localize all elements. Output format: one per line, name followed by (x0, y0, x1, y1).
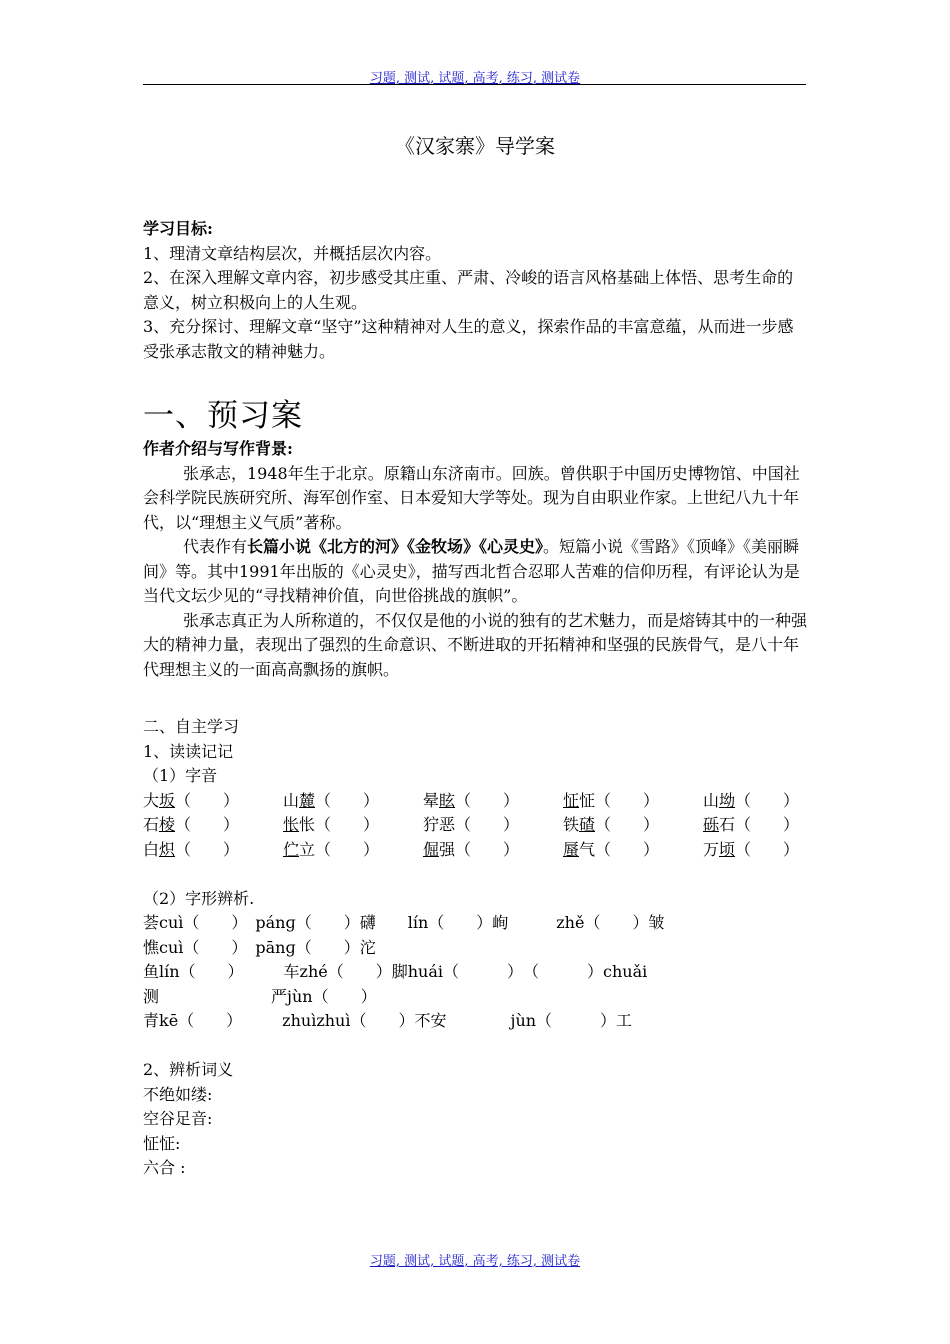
section-heading: 二、自主学习 (143, 717, 240, 736)
target-character: 坂 (159, 790, 176, 810)
answer-blank: （ ） (175, 790, 240, 810)
answer-blank: 石（ ） (719, 815, 800, 834)
target-character: 砾 (703, 815, 720, 834)
self-study-section (143, 715, 808, 1181)
word-part: 山 (703, 790, 720, 810)
works-highlight: 长篇小说《北方的河》《金牧场》《心灵史》 (247, 537, 544, 556)
word-part: 白 (143, 839, 160, 859)
answer-blank: （ ） (455, 815, 520, 834)
objective-item: 1、理清文章结构层次，并概括层次内容。 (143, 243, 442, 263)
subsection-heading: （2）字形辨析. (143, 888, 255, 908)
target-character: 倔 (423, 839, 440, 859)
answer-blank: （ ） (315, 790, 380, 810)
vocab-item: 不绝如缕: (143, 1084, 213, 1104)
pronunciation-item (283, 813, 423, 838)
pronunciation-item (563, 789, 703, 814)
preview-section (143, 397, 808, 682)
pronunciation-item (283, 789, 423, 814)
target-character: 顷 (719, 839, 736, 859)
author-paragraph: 张承志，1948年生于北京。原籍山东济南市。回族。曾供职于中国历史博物馆、中国社会科学院民族研究所、海军创作室、日本爱知大学等处。现为自由职业作家。上世纪八九十年代，以“理想主义气质”著称。 (143, 463, 800, 532)
pronunciation-item (283, 838, 423, 863)
pronunciation-item (563, 838, 703, 863)
vocab-item: 怔怔: (143, 1133, 181, 1153)
shape-line: 鱼lín（ ） 车zhé（ ）脚huái（ ） （ ）chuǎi (143, 962, 648, 981)
pronunciation-item (423, 838, 563, 863)
answer-blank: （ ） (175, 815, 240, 834)
works-lead: 代表作有 (183, 537, 248, 556)
pronunciation-row (143, 838, 808, 863)
target-character: 伫 (283, 839, 300, 859)
target-character: 蜃 (563, 839, 580, 859)
answer-blank: （ ） (595, 815, 660, 834)
target-character: 炽 (159, 839, 176, 859)
subsection-heading: 2、辨析词义 (143, 1060, 234, 1079)
subsection-heading: （1）字音 (143, 766, 218, 785)
header-link[interactable]: 习题, 测试, 试题, 高考, 练习, 测试卷 (369, 71, 581, 86)
pronunciation-row (143, 813, 808, 838)
footer-link[interactable]: 习题, 测试, 试题, 高考, 练习, 测试卷 (369, 1254, 581, 1269)
target-character: 怔 (563, 790, 580, 810)
shape-line: 测 严jùn（ ） (143, 986, 377, 1006)
word-part: 山 (283, 790, 300, 810)
objectives-section (143, 217, 808, 364)
answer-blank: 怔（ ） (579, 790, 660, 810)
answer-blank: 立（ ） (299, 839, 380, 859)
target-character: 坳 (719, 790, 736, 810)
answer-blank: （ ） (175, 839, 240, 859)
pronunciation-item (143, 789, 283, 814)
works-paragraph (143, 535, 808, 609)
pronunciation-item (703, 813, 808, 838)
target-character: 眩 (439, 790, 456, 810)
word-part: 万 (703, 839, 720, 859)
pronunciation-item (423, 813, 563, 838)
pronunciation-item (563, 813, 703, 838)
works-rest: 。短篇小说《雪路》《顶峰》《美丽瞬间》等。其中1991年出版的《心灵史》，描写西北哲合忍耶人苦难的信仰历程，有评论认为是当代文坛少见的“寻找精神价值，向世俗挑战的旗帜”。 (143, 537, 800, 605)
word-part: 石 (143, 815, 160, 834)
spirit-paragraph: 张承志真正为人所称道的，不仅仅是他的小说的独有的艺术魅力，而是熔铸其中的一种强大的精神力量，表现出了强烈的生命意识、不断进取的开拓精神和坚强的民族骨气，是八十年代理想主义的一面高高飘扬的旗帜。 (143, 610, 808, 679)
vocab-item: 空谷足音: (143, 1109, 213, 1128)
header-divider (143, 84, 806, 85)
shape-line: 荟cuì（ ） pánɡ（ ）礴 lín（ ）峋 zhě（ ）皱 (143, 913, 665, 932)
page-title: 《汉家寨》导学案 (395, 134, 555, 158)
word-part: 狞恶 (423, 815, 456, 834)
word-part: 晕 (423, 790, 440, 810)
answer-blank: 怅（ ） (299, 815, 380, 834)
answer-blank: 强（ ） (439, 839, 520, 859)
word-part: 大 (143, 790, 160, 810)
pronunciation-table (143, 789, 808, 863)
answer-blank: （ ） (735, 790, 800, 810)
shape-line: 憔cuì（ ） pānɡ（ ）沱 (143, 937, 376, 957)
objective-item: 3、充分探讨、理解文章“坚守”这种精神对人生的意义，探索作品的丰富意蕴，从而进一步感受张承志散文的精神魅力。 (143, 317, 794, 361)
subsection-heading: 1、读读记记 (143, 741, 234, 761)
word-part: 铁 (563, 815, 580, 834)
pronunciation-row (143, 789, 808, 814)
answer-blank: （ ） (455, 790, 520, 810)
pronunciation-item (423, 789, 563, 814)
target-character: 怅 (283, 815, 300, 834)
objective-item: 2、在深入理解文章内容，初步感受其庄重、严肃、冷峻的语言风格基础上体悟、思考生命的意义，树立积极向上的人生观。 (143, 268, 794, 312)
pronunciation-item (143, 813, 283, 838)
author-heading: 作者介绍与写作背景: (143, 439, 293, 458)
vocab-item: 六合 : (143, 1158, 186, 1177)
section-heading: 一、预习案 (143, 398, 303, 434)
answer-blank: （ ） (735, 839, 800, 859)
target-character: 碴 (579, 815, 596, 834)
pronunciation-item (703, 789, 808, 814)
objectives-heading: 学习目标: (143, 219, 213, 238)
shape-line: 青kē（ ） zhuìzhuì（ ）不安 jùn（ ）工 (143, 1011, 633, 1030)
target-character: 麓 (299, 790, 316, 810)
answer-blank: 气（ ） (579, 839, 660, 859)
pronunciation-item (143, 838, 283, 863)
target-character: 棱 (159, 815, 176, 834)
pronunciation-item (703, 838, 808, 863)
